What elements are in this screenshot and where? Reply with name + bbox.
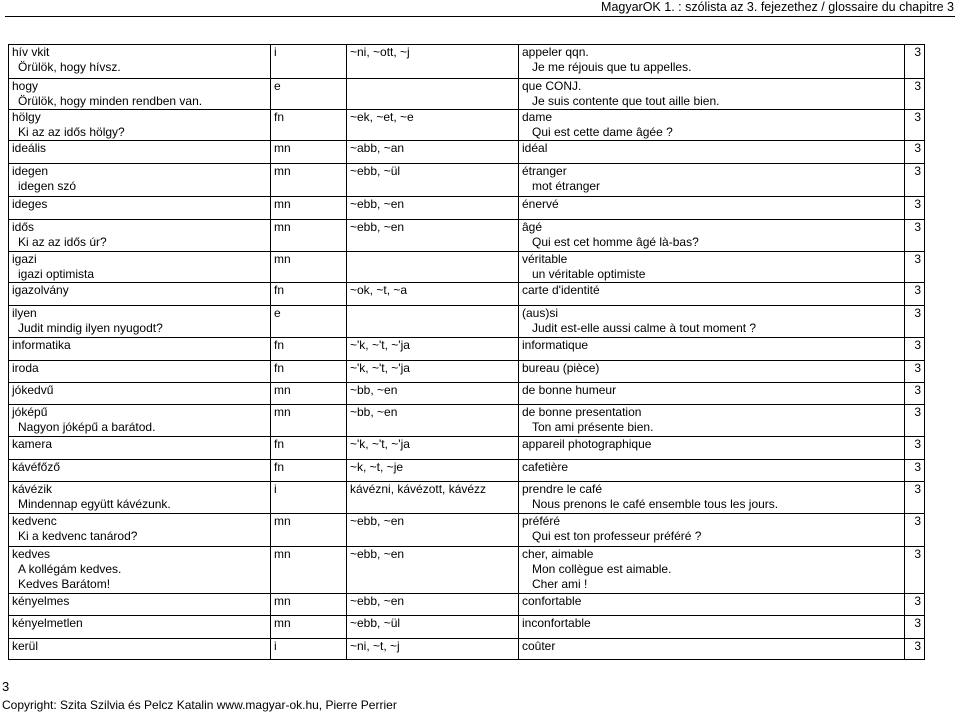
chapter-cell: 3 [905, 437, 925, 460]
word-type-cell: fn [271, 338, 347, 361]
hungarian-cell [9, 547, 271, 594]
french-cell [519, 460, 905, 482]
chapter-cell: 3 [905, 594, 925, 616]
table-row [9, 110, 925, 141]
headword: ideges [12, 197, 48, 211]
forms-cell: kávézni, kávézott, kávézz [347, 482, 519, 514]
table-row [9, 220, 925, 252]
table-row [9, 338, 925, 361]
hungarian-cell [9, 338, 271, 361]
example-line: Cher ami ! [532, 577, 588, 591]
headword: cher, aimable [522, 547, 594, 561]
word-type-cell: mn [271, 405, 347, 437]
table-row [9, 197, 925, 220]
headword: kávéfőző [12, 460, 61, 474]
hungarian-cell [9, 220, 271, 252]
word-type-cell: i [271, 45, 347, 79]
hungarian-cell [9, 616, 271, 639]
hungarian-cell [9, 79, 271, 110]
headword: carte d'identité [522, 283, 600, 297]
french-cell [519, 252, 905, 283]
headword: (aus)si [522, 306, 559, 320]
headword: igazolvány [12, 283, 69, 297]
headword: hogy [12, 79, 39, 93]
hungarian-cell [9, 110, 271, 141]
french-cell [519, 306, 905, 338]
hungarian-cell [9, 283, 271, 306]
forms-cell: ~ni, ~ott, ~j [347, 45, 519, 79]
forms-cell: ~ebb, ~en [347, 547, 519, 594]
chapter-cell: 3 [905, 110, 925, 141]
french-cell [519, 405, 905, 437]
hungarian-cell [9, 252, 271, 283]
word-type-cell: mn [271, 616, 347, 639]
forms-cell: ~ebb, ~ül [347, 616, 519, 639]
example-line: A kollégám kedves. [18, 562, 122, 576]
table-row [9, 639, 925, 660]
table-row [9, 164, 925, 197]
forms-cell: ~ebb, ~en [347, 220, 519, 252]
chapter-cell: 3 [905, 220, 925, 252]
page-header-title: MagyarOK 1. : szólista az 3. fejezethez / glossaire du chapitre 3 [601, 0, 954, 14]
example-line: Kedves Barátom! [18, 577, 111, 591]
example-line: mot étranger [532, 179, 601, 193]
headword: dame [522, 110, 553, 124]
hungarian-cell [9, 383, 271, 405]
hungarian-cell [9, 361, 271, 383]
table-row [9, 252, 925, 283]
headword: kamera [12, 437, 53, 451]
hungarian-cell [9, 482, 271, 514]
chapter-cell: 3 [905, 197, 925, 220]
headword: kényelmes [12, 594, 70, 608]
forms-cell: ~'k, ~'t, ~'ja [347, 361, 519, 383]
example-line: Nous prenons le café ensemble tous les jours. [532, 497, 779, 511]
french-cell [519, 141, 905, 164]
word-type-cell: mn [271, 514, 347, 547]
headword: iroda [12, 361, 39, 375]
example-line: Ton ami présente bien. [532, 420, 654, 434]
hungarian-cell [9, 639, 271, 660]
chapter-cell: 3 [905, 338, 925, 361]
forms-cell [347, 252, 519, 283]
chapter-cell: 3 [905, 79, 925, 110]
table-row [9, 45, 925, 79]
french-cell [519, 616, 905, 639]
example-line: Mindennap együtt kávézunk. [18, 497, 171, 511]
word-type-cell: i [271, 482, 347, 514]
word-type-cell: mn [271, 164, 347, 197]
forms-cell: ~ok, ~t, ~a [347, 283, 519, 306]
headword: idegen [12, 164, 49, 178]
headword: hölgy [12, 110, 41, 124]
chapter-cell: 3 [905, 252, 925, 283]
headword: âgé [522, 220, 543, 234]
headword: inconfortable [522, 616, 591, 630]
headword: que CONJ. [522, 79, 582, 93]
forms-cell: ~abb, ~an [347, 141, 519, 164]
french-cell [519, 197, 905, 220]
headword: prendre le café [522, 482, 603, 496]
headword: bureau (pièce) [522, 361, 600, 375]
hungarian-cell [9, 141, 271, 164]
forms-cell: ~k, ~t, ~je [347, 460, 519, 482]
forms-cell: ~ebb, ~en [347, 514, 519, 547]
example-line: igazi optimista [18, 267, 95, 281]
headword: de bonne humeur [522, 383, 617, 397]
chapter-cell: 3 [905, 405, 925, 437]
forms-cell: ~bb, ~en [347, 383, 519, 405]
word-type-cell: mn [271, 220, 347, 252]
french-cell [519, 283, 905, 306]
table-row [9, 594, 925, 616]
headword: idéal [522, 141, 548, 155]
table-row [9, 306, 925, 338]
french-cell [519, 361, 905, 383]
french-cell [519, 164, 905, 197]
word-type-cell: fn [271, 283, 347, 306]
example-line: Mon collègue est aimable. [532, 562, 672, 576]
french-cell [519, 437, 905, 460]
headword: informatique [522, 338, 589, 352]
hungarian-cell [9, 164, 271, 197]
headword: étranger [522, 164, 567, 178]
hungarian-cell [9, 514, 271, 547]
example-line: Qui est ton professeur préféré ? [532, 529, 702, 543]
hungarian-cell [9, 197, 271, 220]
chapter-cell: 3 [905, 141, 925, 164]
chapter-cell: 3 [905, 639, 925, 660]
chapter-cell: 3 [905, 547, 925, 594]
headword: informatika [12, 338, 71, 352]
chapter-cell: 3 [905, 482, 925, 514]
forms-cell: ~ebb, ~en [347, 594, 519, 616]
forms-cell: ~ek, ~et, ~e [347, 110, 519, 141]
forms-cell: ~bb, ~en [347, 405, 519, 437]
headword: igazi [12, 252, 37, 266]
example-line: Örülök, hogy hívsz. [18, 60, 121, 74]
footer-copyright: Copyright: Szita Szilvia és Pelcz Katalin www.magyar-ok.hu, Pierre Perrier [2, 698, 397, 712]
french-cell [519, 45, 905, 79]
example-line: Ki az az idős úr? [18, 235, 107, 249]
table-row [9, 141, 925, 164]
table-row [9, 361, 925, 383]
forms-cell [347, 79, 519, 110]
forms-cell: ~'k, ~'t, ~'ja [347, 338, 519, 361]
hungarian-cell [9, 437, 271, 460]
example-line: Je suis contente que tout aille bien. [532, 94, 720, 108]
table-row [9, 79, 925, 110]
headword: kényelmetlen [12, 616, 83, 630]
forms-cell: ~ebb, ~en [347, 197, 519, 220]
hungarian-cell [9, 405, 271, 437]
chapter-cell: 3 [905, 514, 925, 547]
word-type-cell: mn [271, 197, 347, 220]
chapter-cell: 3 [905, 361, 925, 383]
french-cell [519, 79, 905, 110]
word-type-cell: mn [271, 594, 347, 616]
forms-cell: ~'k, ~'t, ~'ja [347, 437, 519, 460]
headword: de bonne presentation [522, 405, 642, 419]
chapter-cell: 3 [905, 283, 925, 306]
headword: appareil photographique [522, 437, 652, 451]
word-type-cell: mn [271, 547, 347, 594]
word-type-cell: fn [271, 460, 347, 482]
example-line: Örülök, hogy minden rendben van. [18, 94, 203, 108]
word-type-cell: e [271, 306, 347, 338]
chapter-cell: 3 [905, 616, 925, 639]
french-cell [519, 110, 905, 141]
example-line: Judit mindig ilyen nyugodt? [18, 321, 163, 335]
example-line: Ki az az idős hölgy? [18, 125, 125, 139]
headword: jókedvű [12, 383, 54, 397]
hungarian-cell [9, 460, 271, 482]
headword: kávézik [12, 482, 53, 496]
french-cell [519, 482, 905, 514]
table-row [9, 383, 925, 405]
table-row [9, 482, 925, 514]
word-type-cell: e [271, 79, 347, 110]
french-cell [519, 383, 905, 405]
forms-cell [347, 306, 519, 338]
forms-cell: ~ni, ~t, ~j [347, 639, 519, 660]
headword: hív vkit [12, 45, 50, 59]
example-line: idegen szó [18, 179, 77, 193]
word-type-cell: mn [271, 252, 347, 283]
french-cell [519, 547, 905, 594]
headword: kerül [12, 639, 39, 653]
word-type-cell: i [271, 639, 347, 660]
headword: kedvenc [12, 514, 57, 528]
table-row [9, 283, 925, 306]
word-type-cell: fn [271, 361, 347, 383]
headword: préféré [522, 514, 561, 528]
footer-page-number: 3 [2, 679, 10, 694]
example-line: Ki a kedvenc tanárod? [18, 529, 138, 543]
headword: confortable [522, 594, 582, 608]
example-line: Qui est cette dame âgée ? [532, 125, 673, 139]
forms-cell: ~ebb, ~ül [347, 164, 519, 197]
hungarian-cell [9, 45, 271, 79]
chapter-cell: 3 [905, 460, 925, 482]
word-type-cell: mn [271, 141, 347, 164]
french-cell [519, 594, 905, 616]
example-line: Je me réjouis que tu appelles. [532, 60, 692, 74]
glossary-table [8, 44, 925, 660]
chapter-cell: 3 [905, 164, 925, 197]
table-row [9, 514, 925, 547]
headword: ilyen [12, 306, 37, 320]
chapter-cell: 3 [905, 383, 925, 405]
word-type-cell: fn [271, 110, 347, 141]
headword: appeler qqn. [522, 45, 589, 59]
example-line: Qui est cet homme âgé là-bas? [532, 235, 699, 249]
example-line: Judit est-elle aussi calme à tout moment ? [532, 321, 757, 335]
french-cell [519, 220, 905, 252]
example-line: Nagyon jóképű a barátod. [18, 420, 156, 434]
french-cell [519, 338, 905, 361]
headword: énervé [522, 197, 559, 211]
headword: kedves [12, 547, 51, 561]
word-type-cell: mn [271, 383, 347, 405]
table-row [9, 547, 925, 594]
table-row [9, 460, 925, 482]
headword: coûter [522, 639, 556, 653]
french-cell [519, 514, 905, 547]
table-row [9, 437, 925, 460]
hungarian-cell [9, 594, 271, 616]
french-cell [519, 639, 905, 660]
chapter-cell: 3 [905, 45, 925, 79]
headword: idős [12, 220, 35, 234]
headword: ideális [12, 141, 47, 155]
table-row [9, 616, 925, 639]
chapter-cell: 3 [905, 306, 925, 338]
word-type-cell: fn [271, 437, 347, 460]
header-rule [5, 16, 955, 17]
example-line: un véritable optimiste [532, 267, 646, 281]
table-row [9, 405, 925, 437]
headword: véritable [522, 252, 568, 266]
hungarian-cell [9, 306, 271, 338]
headword: cafetière [522, 460, 569, 474]
headword: jóképű [12, 405, 48, 419]
